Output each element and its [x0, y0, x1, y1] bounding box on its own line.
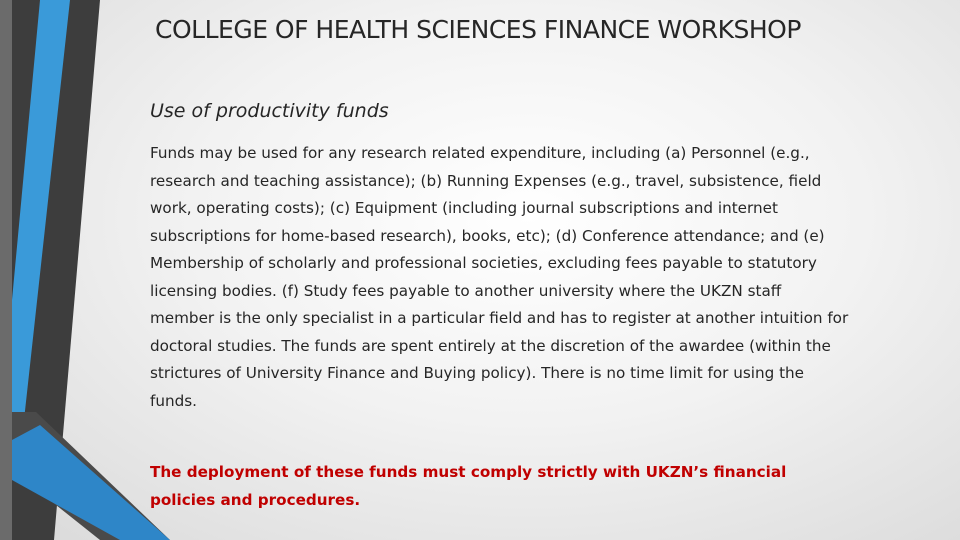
slide-title: COLLEGE OF HEALTH SCIENCES FINANCE WORKSHOP	[155, 15, 801, 44]
slide-subtitle: Use of productivity funds	[150, 100, 389, 122]
left-edge-strip	[0, 0, 12, 540]
body-paragraph: Funds may be used for any research related expenditure, including (a) Personnel (e.g., research and teaching assistance); (b) Running Expenses (e.g., travel, subsistence, field work, operating costs); (c) Equipment (including journal subscriptions and internet subscriptions for home-based research), books, etc); (d) Conference attendance; and (e) Membership of scholarly and professional societies, excluding fees payable to statutory licensing bodies. (f) Study fees payable to another university where the UKZN staff member is the only specialist in a particular field and has to register at another intuition for doctoral studies. The funds are spent entirely at the discretion of the awardee (within the strictures of University Finance and Buying policy). There is no time limit for using the funds.	[150, 144, 849, 410]
compliance-note: The deployment of these funds must comply strictly with UKZN’s financial policies and procedures.	[150, 463, 787, 509]
